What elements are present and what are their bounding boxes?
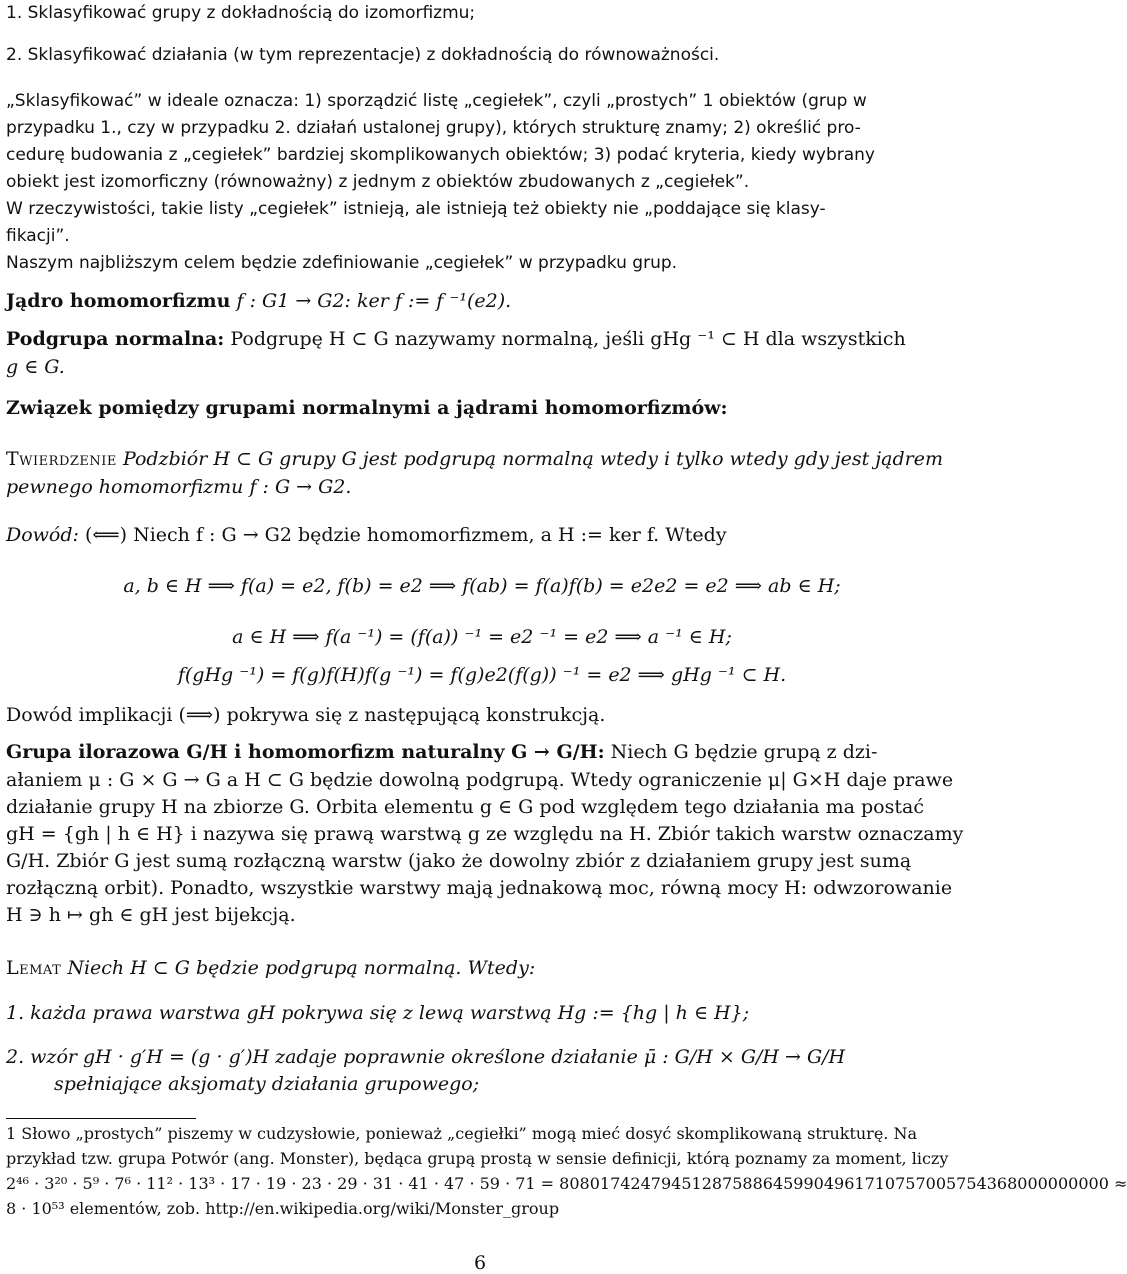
footnote-rule	[6, 1118, 196, 1119]
paragraph-line: obiekt jest izomorficzny (równoważny) z jednym z obiektów zbudowanych z „cegiełek”.	[6, 172, 750, 192]
equation-3: f(gHg ⁻¹) = f(g)f(H)f(g ⁻¹) = f(g)e2(f(g)) ⁻¹ = e2 ⟹ gHg ⁻¹ ⊂ H.	[177, 664, 787, 686]
lemma-label: Lemat	[6, 957, 62, 979]
paragraph-line: g ∈ G.	[6, 356, 65, 378]
paragraph-line: G/H. Zbiór G jest sumą rozłączną warstw (jako że dowolny zbiór z działaniem grupy jest sumą	[6, 850, 912, 872]
paragraph-line: „Sklasyfikować” w ideale oznacza: 1) sporządzić listę „cegiełek”, czyli „prostych” 1 obiektów (grup w	[6, 91, 867, 111]
paragraph-line: cedurę budowania z „cegiełek” bardziej skomplikowanych obiektów; 3) podać kryteria, kiedy wybrany	[6, 145, 875, 165]
lemma-item-1: 1. każda prawa warstwa gH pokrywa się z lewą warstwą Hg := {hg | h ∈ H};	[6, 1002, 750, 1024]
definition-body: f : G1 → G2: ker f := f ⁻¹(e2).	[230, 290, 512, 312]
footnote-line: przykład tzw. grupa Potwór (ang. Monster), będąca grupą prostą w sensie definicji, którą poznamy za moment, liczy	[6, 1149, 949, 1168]
definition-body: Podgrupę H ⊂ G nazywamy normalną, jeśli gHg ⁻¹ ⊂ H dla wszystkich	[224, 328, 906, 350]
paragraph-line: przypadku 1., czy w przypadku 2. działań ustalonej grupy), których strukturę znamy; 2) określić pro-	[6, 118, 861, 138]
definition-term: Podgrupa normalna:	[6, 328, 225, 350]
footnote-line: 2⁴⁶ · 3²⁰ · 5⁹ · 7⁶ · 11² · 13³ · 17 · 19 · 23 · 29 · 31 · 41 · 47 · 59 · 71 = 808017424794512875886459904961710757005754368000000000 ≈	[6, 1174, 1127, 1193]
lemma-item-2: 2. wzór gH · g′H = (g · g′)H zadaje poprawnie określone działanie μ̄ : G/H × G/H → G/H	[6, 1046, 846, 1068]
footnote-line: 1 Słowo „prostych” piszemy w cudzysłowie, ponieważ „cegiełki” mogą mieć dosyć skomplikowaną strukturę. Na	[6, 1124, 917, 1143]
proof-label: Dowód:	[6, 524, 79, 546]
quotient-group-definition	[6, 739, 958, 765]
list-item-2: 2. Sklasyfikować działania (w tym reprezentacje) z dokładnością do równoważności.	[6, 45, 720, 65]
paragraph-line: działanie grupy H na zbiorze G. Orbita elementu g ∈ G pod względem tego działania ma postać	[6, 796, 924, 818]
paragraph-line: ałaniem μ : G × G → G a H ⊂ G będzie dowolną podgrupą. Wtedy ograniczenie μ| G×H daje prawe	[6, 769, 954, 791]
paragraph-line: H ∋ h ↦ gh ∈ gH jest bijekcją.	[6, 904, 296, 926]
footnote-line: 8 · 10⁵³ elementów, zob. http://en.wikipedia.org/wiki/Monster_group	[6, 1199, 560, 1218]
theorem	[6, 446, 958, 472]
paragraph-line: Naszym najbliższym celem będzie zdefiniowanie „cegiełek” w przypadku grup.	[6, 253, 678, 273]
theorem-body: Podzbiór H ⊂ G grupy G jest podgrupą normalną wtedy i tylko wtedy gdy jest jądrem	[116, 448, 944, 470]
paragraph-line: W rzeczywistości, takie listy „cegiełek” istnieją, ale istnieją też obiekty nie „poddające się klasy-	[6, 199, 826, 219]
theorem-body-line: pewnego homomorfizmu f : G → G2.	[6, 476, 352, 498]
proof-body: (⟸) Niech f : G → G2 będzie homomorfizmem, a H := ker f. Wtedy	[78, 524, 727, 546]
proof-start	[6, 522, 958, 548]
equation-2: a ∈ H ⟹ f(a ⁻¹) = (f(a)) ⁻¹ = e2 ⁻¹ = e2 ⟹ a ⁻¹ ∈ H;	[232, 626, 732, 648]
definition-body: Niech G będzie grupą z dzi-	[604, 741, 878, 763]
equation-1: a, b ∈ H ⟹ f(a) = e2, f(b) = e2 ⟹ f(ab) = f(a)f(b) = e2e2 = e2 ⟹ ab ∈ H;	[123, 575, 841, 597]
theorem-label: Twierdzenie	[6, 448, 117, 470]
lemma	[6, 955, 958, 981]
page-number: 6	[473, 1252, 487, 1274]
definition-term: Grupa ilorazowa G/H i homomorfizm naturalny G → G/H:	[6, 741, 605, 763]
normal-subgroup-definition	[6, 326, 958, 352]
paragraph-line: Dowód implikacji (⟹) pokrywa się z następującą konstrukcją.	[6, 704, 606, 726]
lemma-item-2-cont: spełniające aksjomaty działania grupowego;	[54, 1073, 480, 1095]
lemma-body: Niech H ⊂ G będzie podgrupą normalną. Wtedy:	[61, 957, 536, 979]
paragraph-line: gH = {gh | h ∈ H} i nazywa się prawą warstwą g ze względu na H. Zbiór takich warstw oznaczamy	[6, 823, 964, 845]
list-item-1: 1. Sklasyfikować grupy z dokładnością do izomorfizmu;	[6, 3, 476, 23]
paragraph-line: fikacji”.	[6, 226, 70, 246]
section-heading: Związek pomiędzy grupami normalnymi a jądrami homomorfizmów:	[6, 397, 728, 419]
paragraph-line: rozłączną orbit). Ponadto, wszystkie warstwy mają jednakową moc, równą mocy H: odwzorowanie	[6, 877, 953, 899]
definition-term: Jądro homomorfizmu	[6, 290, 231, 312]
kernel-definition	[6, 288, 958, 314]
